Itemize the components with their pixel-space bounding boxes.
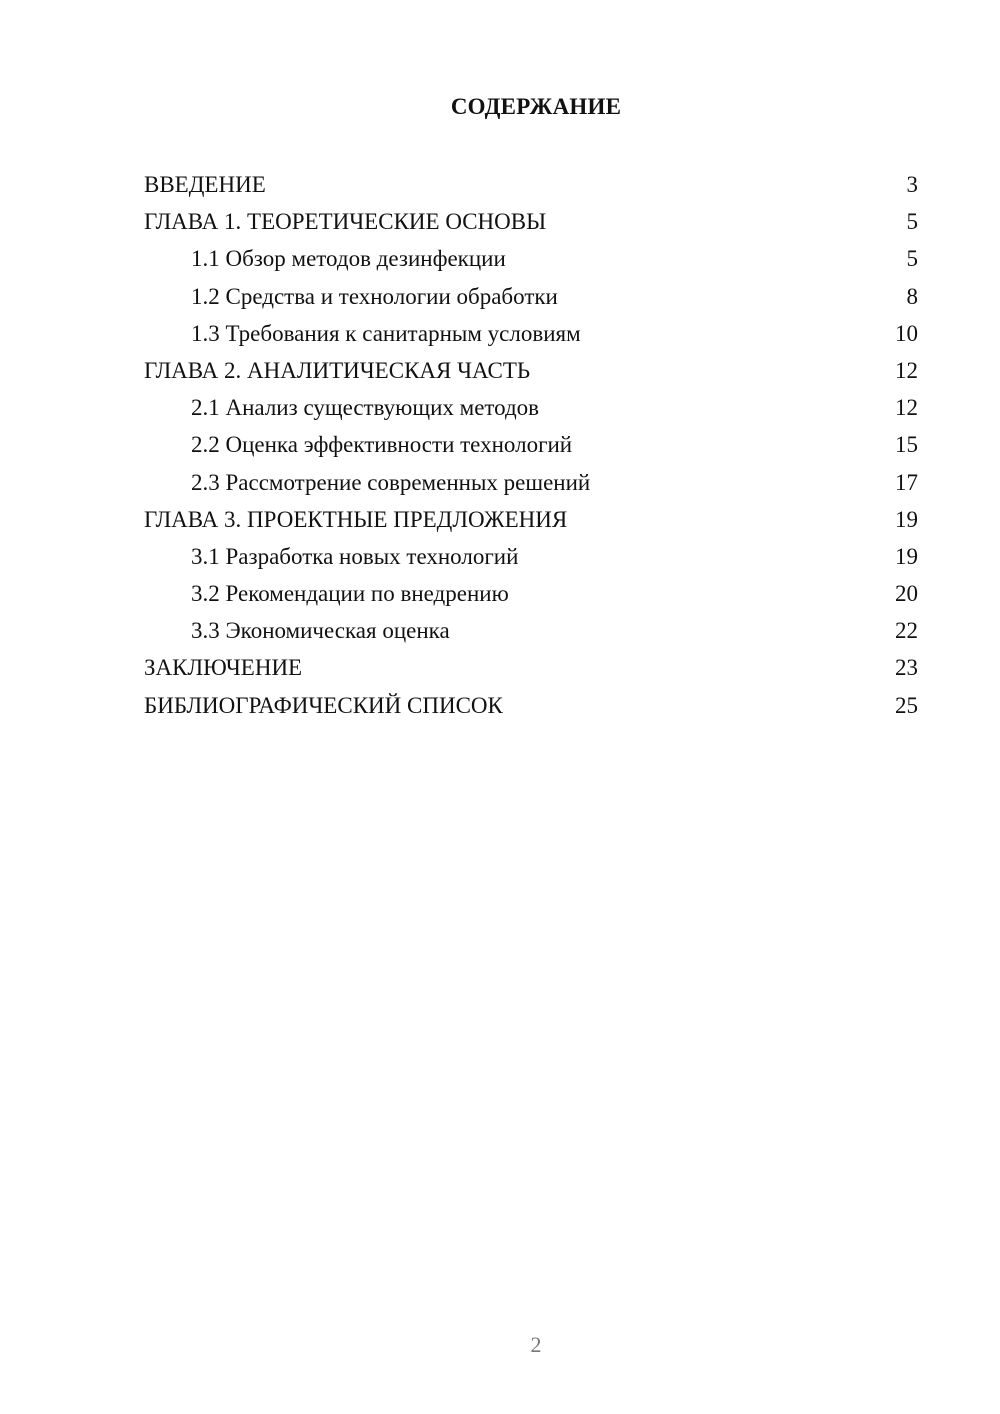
toc-entry-page: 20 bbox=[895, 581, 918, 607]
toc-entry-page: 12 bbox=[895, 357, 918, 383]
toc-entry-page: 19 bbox=[895, 506, 918, 532]
toc-entry-page: 19 bbox=[895, 543, 918, 569]
toc-entry-label: 3.1 Разработка новых технологий bbox=[191, 543, 519, 569]
toc-entry-label: 3.3 Экономическая оценка bbox=[191, 618, 450, 644]
toc-entry-label: 1.3 Требования к санитарным условиям bbox=[191, 320, 581, 346]
toc-entry-label: ГЛАВА 2. АНАЛИТИЧЕСКАЯ ЧАСТЬ bbox=[144, 357, 531, 383]
toc-entry-conclusion[interactable] bbox=[144, 649, 918, 686]
toc-entry-section-1-3[interactable] bbox=[144, 315, 918, 352]
toc-entry-label: ГЛАВА 3. ПРОЕКТНЫЕ ПРЕДЛОЖЕНИЯ bbox=[144, 506, 568, 532]
toc-entry-introduction[interactable] bbox=[144, 166, 918, 203]
toc-entry-chapter-2[interactable] bbox=[144, 352, 918, 389]
page-number: 2 bbox=[530, 1332, 542, 1357]
toc-entry-page: 15 bbox=[895, 432, 918, 458]
toc-entry-label: БИБЛИОГРАФИЧЕСКИЙ СПИСОК bbox=[144, 692, 503, 718]
toc-entry-section-2-3[interactable] bbox=[144, 464, 918, 501]
toc-entry-bibliography[interactable] bbox=[144, 687, 918, 724]
toc-entry-page: 5 bbox=[906, 246, 918, 272]
toc-entry-page: 17 bbox=[895, 469, 918, 495]
toc-entry-label: ВВЕДЕНИЕ bbox=[144, 172, 266, 197]
toc-entry-page: 10 bbox=[895, 320, 918, 346]
toc-title: СОДЕРЖАНИЕ bbox=[450, 94, 622, 119]
toc-entry-section-1-1[interactable] bbox=[144, 240, 918, 277]
toc-entry-page: 22 bbox=[895, 618, 918, 644]
toc-entry-label: ЗАКЛЮЧЕНИЕ bbox=[144, 655, 303, 681]
toc-entry-page: 3 bbox=[906, 172, 918, 197]
toc-entry-page: 25 bbox=[895, 692, 918, 718]
toc-entry-label: 2.1 Анализ существующих методов bbox=[191, 395, 540, 421]
toc-entry-section-3-1[interactable] bbox=[144, 538, 918, 575]
toc-entry-section-1-2[interactable] bbox=[144, 278, 918, 315]
toc-entry-label: 1.2 Средства и технологии обработки bbox=[191, 283, 558, 309]
toc-entry-label: 3.2 Рекомендации по внедрению bbox=[191, 581, 509, 607]
toc-entry-section-2-1[interactable] bbox=[144, 389, 918, 426]
toc-entry-chapter-1[interactable] bbox=[144, 203, 918, 240]
toc-entry-page: 5 bbox=[906, 209, 918, 235]
toc-entry-page: 12 bbox=[895, 395, 918, 421]
table-of-contents bbox=[144, 166, 918, 724]
toc-entry-label: ГЛАВА 1. ТЕОРЕТИЧЕСКИЕ ОСНОВЫ bbox=[144, 209, 547, 235]
toc-entry-label: 1.1 Обзор методов дезинфекции bbox=[191, 246, 506, 272]
toc-entry-section-2-2[interactable] bbox=[144, 426, 918, 463]
toc-entry-page: 8 bbox=[906, 283, 918, 309]
toc-entry-label: 2.3 Рассмотрение современных решений bbox=[191, 469, 591, 495]
toc-entry-section-3-3[interactable] bbox=[144, 612, 918, 649]
toc-entry-page: 23 bbox=[895, 655, 918, 681]
toc-entry-chapter-3[interactable] bbox=[144, 501, 918, 538]
toc-entry-label: 2.2 Оценка эффективности технологий bbox=[191, 432, 573, 458]
toc-entry-section-3-2[interactable] bbox=[144, 575, 918, 612]
